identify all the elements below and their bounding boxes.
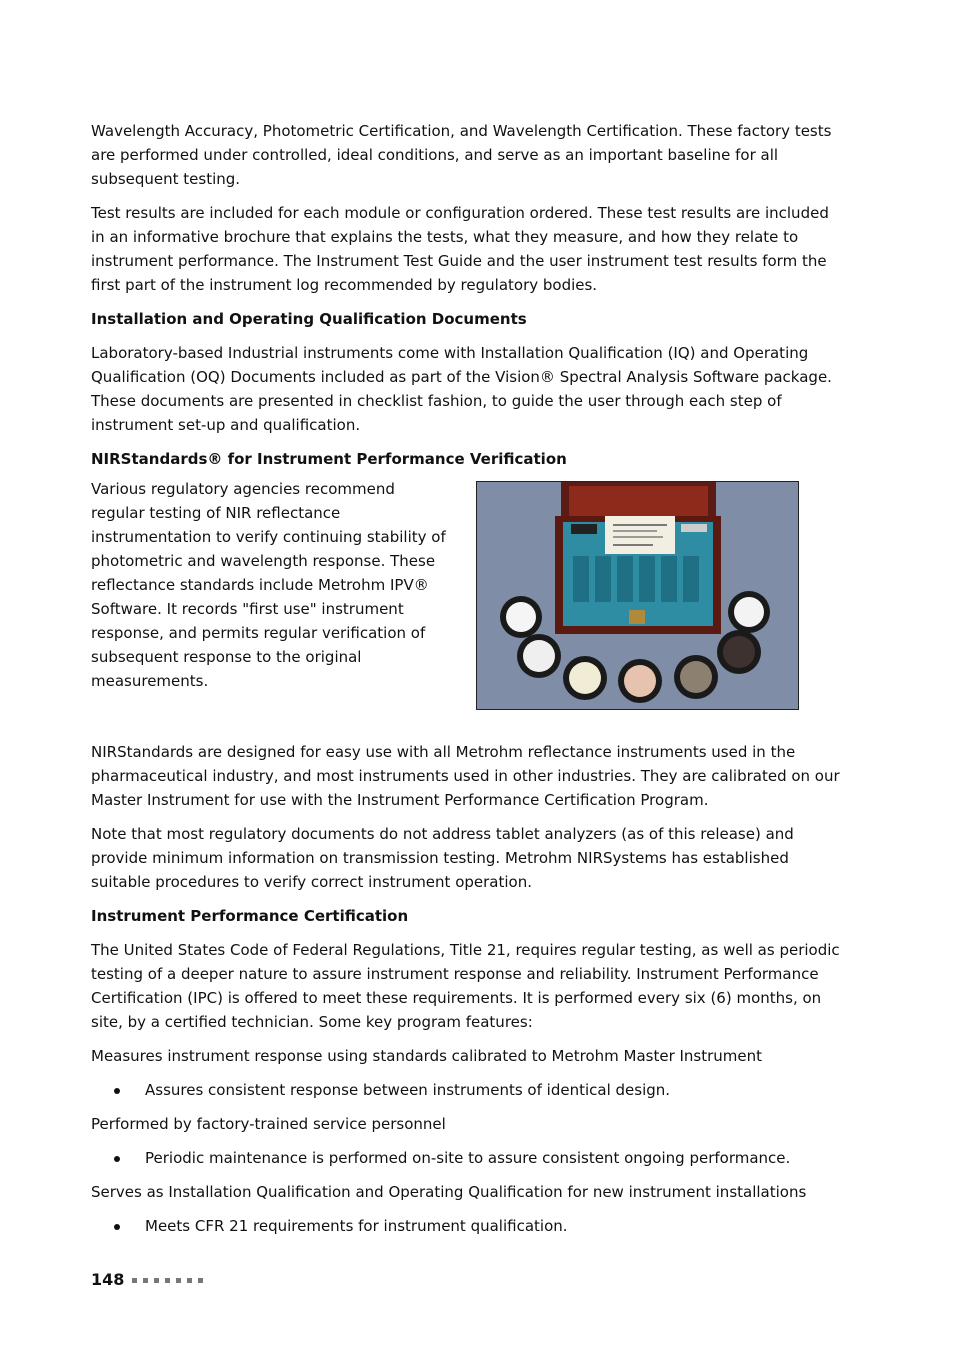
heading-iq-oq-documents: Installation and Operating Qualification Documents (91, 310, 527, 328)
bullet-list-1 (91, 1078, 843, 1102)
paragraph-nirstandards: Various regulatory agencies recommend regular testing of NIR reflectance instrumentation to verify continuing stability of photometric and wavelength response. These reflectance standards include Metrohm IPV® Software. It records "first use" instrument response, and permits regular verification of subsequent response to the original measurements. (91, 480, 446, 690)
page-number: 148 (91, 1270, 125, 1289)
footer-dot-icon (143, 1278, 148, 1283)
paragraph-ipc: The United States Code of Federal Regulations, Title 21, requires regular testing, as well as periodic testing of a deeper nature to assure instrument response and reliability. Instrument Performance Certification (IPC) is offered to meet these requirements. It is performed every six (6) months, on site, by a certified technician. Some key program features: (91, 941, 840, 1031)
footer-dot-icon (187, 1278, 192, 1283)
bullet-list-2 (91, 1146, 843, 1170)
list-item: Meets CFR 21 requirements for instrument qualification. (91, 1214, 843, 1238)
paragraph-regulatory-note: Note that most regulatory documents do not address tablet analyzers (as of this release) and provide minimum information on transmission testing. Metrohm NIRSystems has established suitable procedures to verify correct instrument operation. (91, 825, 794, 891)
footer-dot-icon (176, 1278, 181, 1283)
heading-nirstandards: NIRStandards® for Instrument Performance Verification (91, 450, 567, 468)
page-content (91, 119, 843, 1248)
nirstandards-section (91, 481, 843, 710)
paragraph-feature-3: Serves as Installation Qualification and Operating Qualification for new instrument installations (91, 1183, 807, 1201)
nirstandards-kit-illustration (477, 482, 798, 709)
paragraph-nirstandards-usage: NIRStandards are designed for easy use with all Metrohm reflectance instruments used in the pharmaceutical industry, and most instruments used in other industries. They are calibrated on our Master Instrument for use with the Instrument Performance Certification Program. (91, 743, 840, 809)
paragraph-test-results: Test results are included for each module or configuration ordered. These test results are included in an informative brochure that explains the tests, what they measure, and how they relate to instrument performance. The Instrument Test Guide and the user instrument test results form the first part of the instrument log recommended by regulatory bodies. (91, 204, 829, 294)
footer-dot-icon (165, 1278, 170, 1283)
footer-dot-icon (198, 1278, 203, 1283)
bullet-list-3 (91, 1214, 843, 1238)
footer-dot-icon (132, 1278, 137, 1283)
paragraph-iq-oq: Laboratory-based Industrial instruments come with Installation Qualification (IQ) and Operating Qualification (OQ) Documents included as part of the Vision® Spectral Analysis Software package. These documents are presented in checklist fashion, to guide the user through each step of instrument set-up and qualification. (91, 344, 832, 434)
list-item: Periodic maintenance is performed on-site to assure consistent ongoing performance. (91, 1146, 843, 1170)
heading-ipc: Instrument Performance Certification (91, 907, 409, 925)
footer-dot-icon (154, 1278, 159, 1283)
list-item: Assures consistent response between instruments of identical design. (91, 1078, 843, 1102)
paragraph-feature-1: Measures instrument response using standards calibrated to Metrohm Master Instrument (91, 1047, 763, 1065)
nirstandards-kit-photo (476, 481, 799, 710)
page-footer (91, 1268, 209, 1292)
paragraph-feature-2: Performed by factory-trained service personnel (91, 1115, 446, 1133)
paragraph-factory-tests: Wavelength Accuracy, Photometric Certification, and Wavelength Certification. These factory tests are performed under controlled, ideal conditions, and serve as an important baseline for all subsequent testing. (91, 122, 832, 188)
